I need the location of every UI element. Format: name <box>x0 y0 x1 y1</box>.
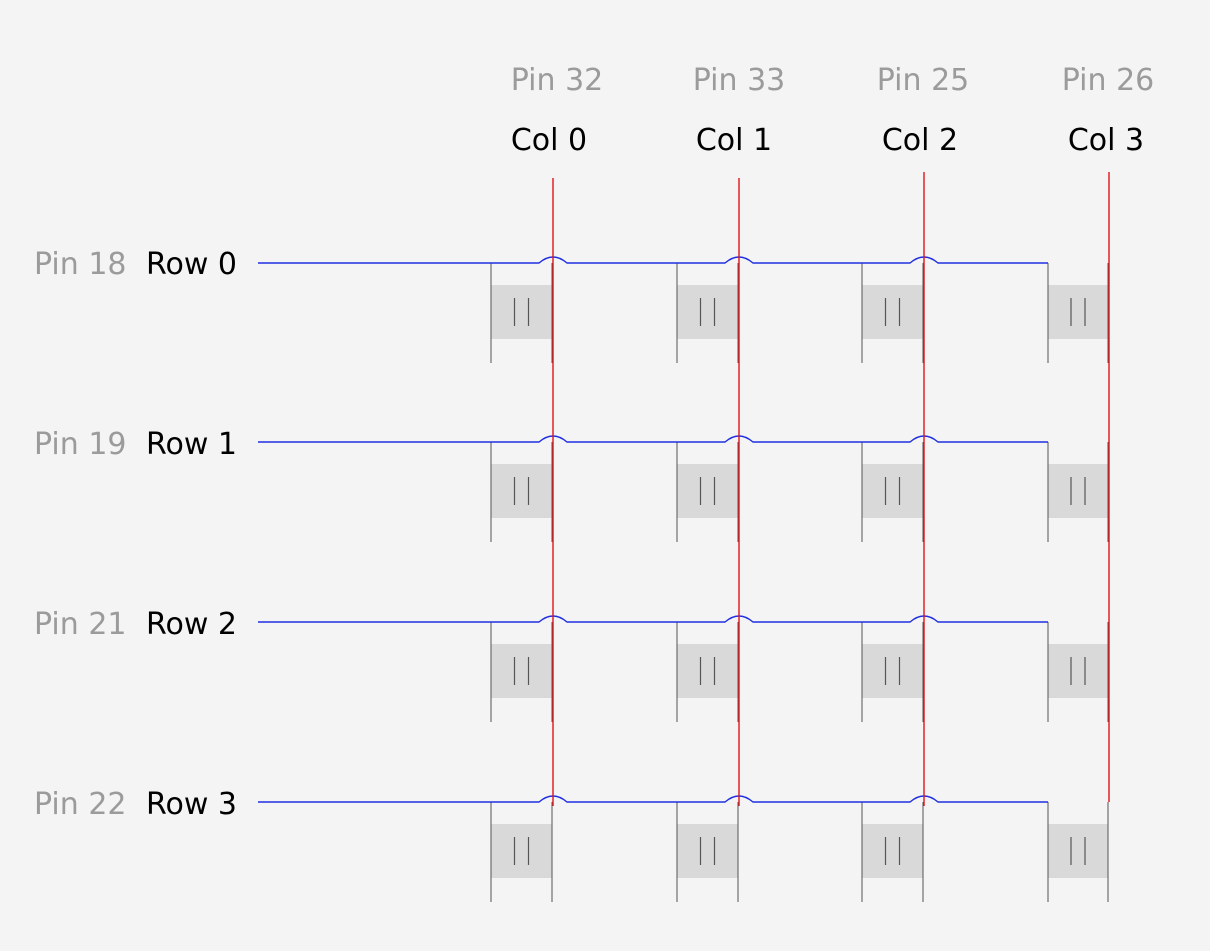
switch-r0-c1 <box>677 263 738 363</box>
col-1-pin-label: Pin 33 <box>692 63 786 98</box>
switch-r2-c1 <box>677 622 738 722</box>
row-wire-1 <box>258 436 1048 442</box>
row-3-pin-label: Pin 22 <box>34 787 127 822</box>
switch-body <box>1048 644 1108 698</box>
column-wire-group <box>553 172 1109 806</box>
switch-body <box>491 285 552 339</box>
col-3-name-label: Col 3 <box>1067 123 1145 158</box>
switch-r2-c2 <box>862 622 923 722</box>
switch-body <box>1048 824 1108 878</box>
switch-body <box>862 644 923 698</box>
switch-r1-c0 <box>491 442 552 542</box>
row-2-pin-label: Pin 21 <box>34 607 127 642</box>
switch-body <box>1048 285 1108 339</box>
row-3-name-label: Row 3 <box>146 787 238 822</box>
col-2-pin-label: Pin 25 <box>876 63 970 98</box>
col-0-pin-label: Pin 32 <box>510 63 604 98</box>
col-0-name-label: Col 0 <box>510 123 588 158</box>
col-3-pin-label: Pin 26 <box>1061 63 1155 98</box>
switch-r1-c3 <box>1048 442 1108 542</box>
switch-body <box>491 824 552 878</box>
col-2-name-label: Col 2 <box>881 123 959 158</box>
row-1-pin-label: Pin 19 <box>34 427 127 462</box>
switch-body <box>862 464 923 518</box>
switch-r3-c2 <box>862 802 923 902</box>
col-1-name-label: Col 1 <box>695 123 773 158</box>
row-wire-2 <box>258 616 1048 622</box>
row-wire-group <box>258 257 1048 802</box>
switch-r1-c2 <box>862 442 923 542</box>
switch-body <box>677 824 738 878</box>
switch-body <box>491 644 552 698</box>
row-2-name-label: Row 2 <box>146 607 238 642</box>
switch-body <box>491 464 552 518</box>
switch-body <box>677 644 738 698</box>
row-wire-0 <box>258 257 1048 263</box>
switch-r1-c1 <box>677 442 738 542</box>
switch-r2-c0 <box>491 622 552 722</box>
switch-r0-c2 <box>862 263 923 363</box>
switch-body <box>1048 464 1108 518</box>
switch-r0-c0 <box>491 263 552 363</box>
switch-group <box>491 263 1108 902</box>
switch-body <box>862 824 923 878</box>
switch-r3-c3 <box>1048 802 1108 902</box>
row-1-name-label: Row 1 <box>146 427 238 462</box>
switch-r2-c3 <box>1048 622 1108 722</box>
switch-body <box>677 285 738 339</box>
switch-r0-c3 <box>1048 263 1108 363</box>
switch-r3-c1 <box>677 802 738 902</box>
switch-r3-c0 <box>491 802 552 902</box>
switch-body <box>862 285 923 339</box>
row-wire-3 <box>258 796 1048 802</box>
row-0-name-label: Row 0 <box>146 247 238 282</box>
row-0-pin-label: Pin 18 <box>34 247 127 282</box>
switch-body <box>677 464 738 518</box>
